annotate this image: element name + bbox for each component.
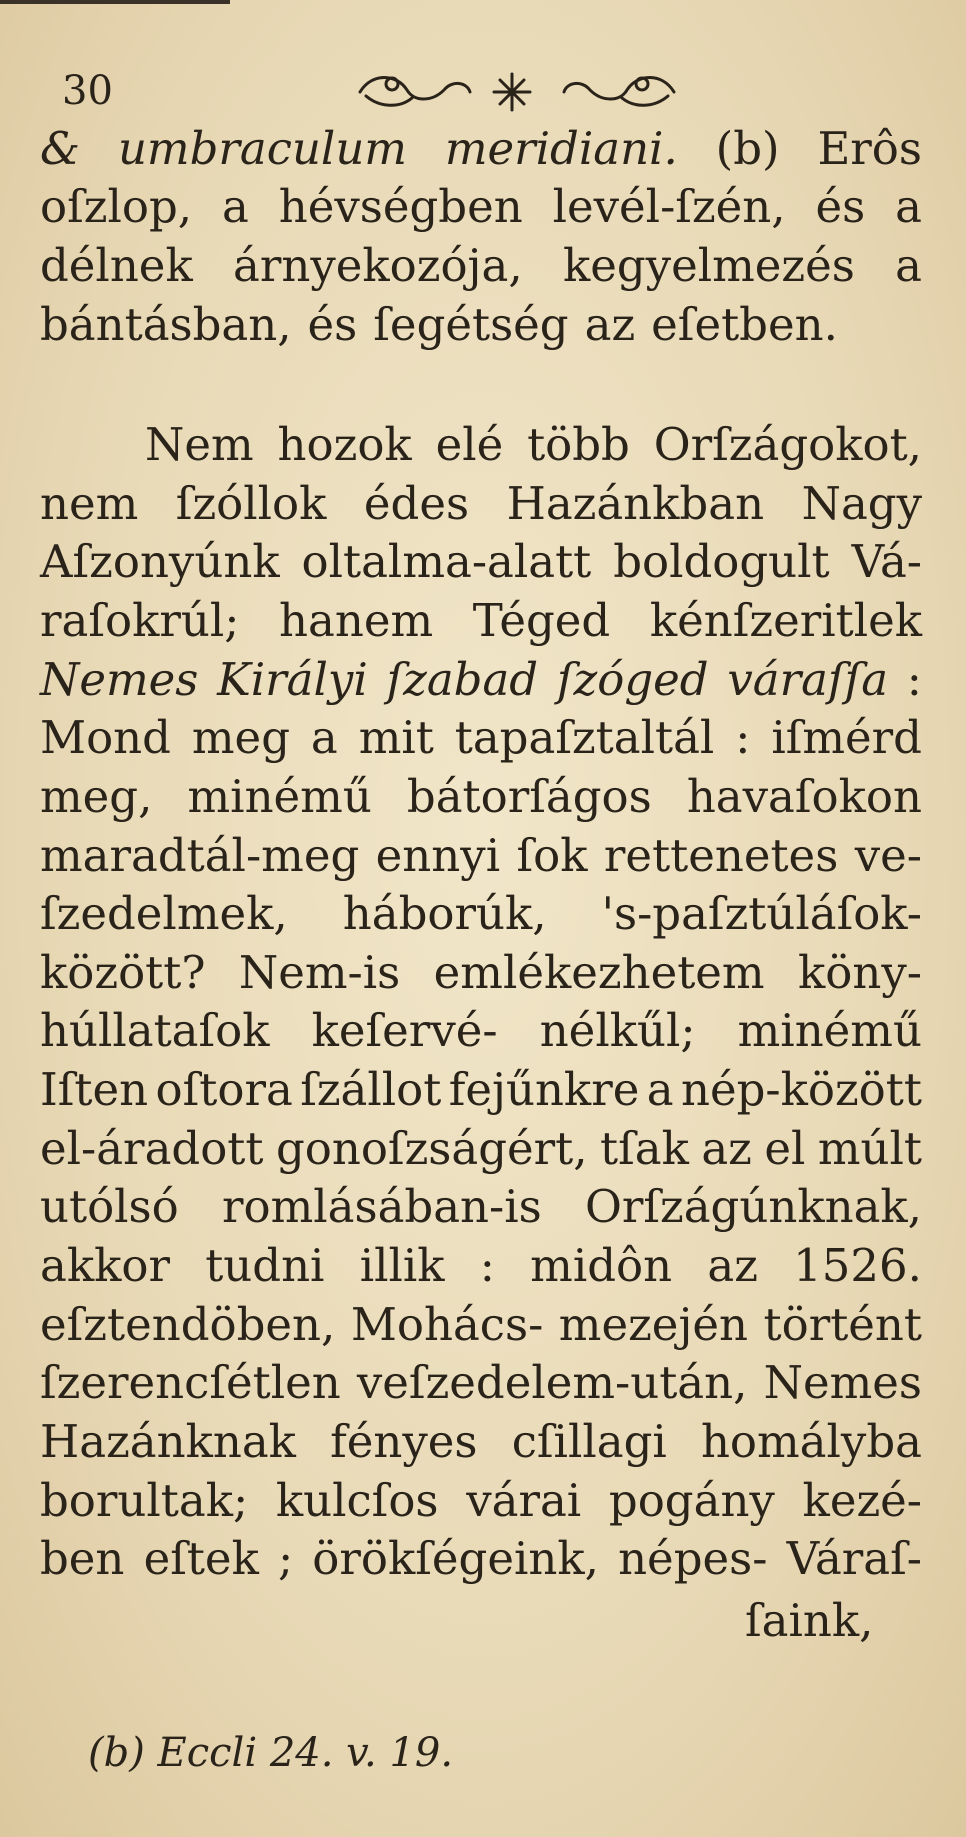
word: homályba bbox=[700, 1415, 922, 1468]
word: Orſzágúnknak, bbox=[584, 1180, 922, 1233]
word: gonoſzságért, bbox=[275, 1122, 588, 1175]
word: több bbox=[527, 418, 630, 471]
word: iſmérd bbox=[771, 711, 922, 764]
word: történt bbox=[763, 1298, 922, 1351]
text-line bbox=[40, 533, 922, 592]
word: 1526. bbox=[793, 1239, 922, 1292]
word: tſak bbox=[600, 1122, 689, 1175]
word: múlt bbox=[817, 1122, 922, 1175]
text-line bbox=[40, 475, 922, 534]
word: meg bbox=[191, 711, 290, 764]
word: között? bbox=[40, 946, 206, 999]
word: ſzállot bbox=[300, 1063, 442, 1116]
decorative-ornament-icon bbox=[352, 62, 682, 120]
word: húllataſok bbox=[40, 1004, 270, 1057]
word: rettenetes bbox=[603, 829, 839, 882]
word: bántásban, bbox=[40, 298, 292, 351]
word: hozok bbox=[277, 418, 412, 471]
text-line bbox=[40, 1237, 922, 1296]
word: raſokrúl; bbox=[40, 594, 240, 647]
page-header bbox=[62, 58, 902, 128]
text-line bbox=[40, 885, 922, 944]
word: fényes bbox=[330, 1415, 478, 1468]
text-line bbox=[40, 296, 922, 355]
footnote: (b) Eccli 24. v. 19. bbox=[88, 1730, 454, 1776]
text-line bbox=[40, 651, 922, 710]
text-line bbox=[40, 178, 922, 237]
word: Királyi bbox=[217, 653, 368, 706]
word: eſtek bbox=[143, 1532, 259, 1585]
page-number: 30 bbox=[62, 68, 113, 114]
word: Orſzágokot, bbox=[653, 418, 922, 471]
word: el-áradott bbox=[40, 1122, 264, 1175]
word: népes- bbox=[618, 1532, 768, 1585]
text-line bbox=[40, 1061, 922, 1120]
word: a bbox=[310, 711, 338, 764]
word: kulcſos bbox=[275, 1474, 439, 1527]
word: & bbox=[40, 122, 81, 175]
word: a bbox=[895, 239, 922, 292]
word: Aſzonyúnk bbox=[40, 535, 280, 588]
word: fejűnkre bbox=[448, 1063, 640, 1116]
word: ſegétség bbox=[373, 298, 569, 351]
word: minémű bbox=[187, 770, 372, 823]
word: Nagy bbox=[801, 477, 922, 530]
text-line bbox=[40, 944, 922, 1003]
word: a bbox=[646, 1063, 674, 1116]
word: eſetben. bbox=[651, 298, 838, 351]
word: Mohács- bbox=[350, 1298, 544, 1351]
word: 's-paſztúláſok- bbox=[601, 887, 922, 940]
word: ennyi bbox=[375, 829, 501, 882]
word: várai bbox=[466, 1474, 582, 1527]
word: boldogult bbox=[613, 535, 830, 588]
word: és bbox=[815, 180, 866, 233]
word: meridiani. bbox=[444, 122, 678, 175]
word: Nem bbox=[145, 418, 254, 471]
word: romlásában-is bbox=[221, 1180, 542, 1233]
word: : bbox=[735, 711, 751, 764]
word: oſtora bbox=[155, 1063, 293, 1116]
word: oſzlop, bbox=[40, 180, 193, 233]
text-line bbox=[145, 416, 922, 475]
word: eſztendöben, bbox=[40, 1298, 336, 1351]
text-line bbox=[40, 1178, 922, 1237]
word: Téged bbox=[472, 594, 611, 647]
word: utólsó bbox=[40, 1180, 179, 1233]
word: akkor bbox=[40, 1239, 170, 1292]
word: maradtál-meg bbox=[40, 829, 360, 882]
text-line bbox=[745, 1592, 922, 1651]
text-line bbox=[40, 120, 922, 179]
word: édes bbox=[363, 477, 470, 530]
word: mit bbox=[358, 711, 434, 764]
word: Mond bbox=[40, 711, 171, 764]
text-line bbox=[40, 1296, 922, 1355]
word: : bbox=[479, 1239, 495, 1292]
word: midôn bbox=[530, 1239, 673, 1292]
word: hévségben bbox=[278, 180, 523, 233]
word: ; bbox=[277, 1532, 294, 1585]
text-line bbox=[40, 1530, 922, 1589]
page-edge-mark bbox=[0, 0, 230, 4]
word: havaſokon bbox=[686, 770, 922, 823]
word: keſervé- bbox=[311, 1004, 498, 1057]
word: Vá- bbox=[851, 535, 922, 588]
word: örökſégeink, bbox=[312, 1532, 599, 1585]
word: Nemes bbox=[40, 653, 199, 706]
text-line bbox=[40, 1002, 922, 1061]
word: ſzedelmek, bbox=[40, 887, 288, 940]
word: az bbox=[584, 298, 636, 351]
word: Erôs bbox=[817, 122, 922, 175]
word: oltalma-alatt bbox=[301, 535, 592, 588]
word: az bbox=[707, 1239, 758, 1292]
word: és bbox=[307, 298, 358, 351]
word: tapaſztaltál bbox=[454, 711, 715, 764]
text-line bbox=[40, 237, 922, 296]
word: pogány bbox=[608, 1474, 775, 1527]
word: elé bbox=[435, 418, 504, 471]
word: délnek bbox=[40, 239, 193, 292]
word: a bbox=[221, 180, 249, 233]
word: borultak; bbox=[40, 1474, 249, 1527]
word: Iſten bbox=[40, 1063, 149, 1116]
word: illik bbox=[359, 1239, 445, 1292]
word: kegyelmezés bbox=[562, 239, 855, 292]
word: Nem-is bbox=[238, 946, 401, 999]
text-line bbox=[40, 1354, 922, 1413]
text-line bbox=[40, 827, 922, 886]
text-line bbox=[40, 768, 922, 827]
word: az bbox=[701, 1122, 752, 1175]
word: Hazánknak bbox=[40, 1415, 296, 1468]
word: minémű bbox=[737, 1004, 922, 1057]
word: el bbox=[764, 1122, 806, 1175]
word: cſillagi bbox=[511, 1415, 667, 1468]
word: emlékezhetem bbox=[433, 946, 765, 999]
word: kénſzeritlek bbox=[649, 594, 922, 647]
word: meg, bbox=[40, 770, 153, 823]
word: a bbox=[895, 180, 922, 233]
word: ſzabad bbox=[386, 653, 539, 706]
text-line bbox=[40, 592, 922, 651]
word: bátorſágos bbox=[406, 770, 652, 823]
word: umbraculum bbox=[117, 122, 407, 175]
word: nem bbox=[40, 477, 139, 530]
word: köny- bbox=[798, 946, 922, 999]
word: ben bbox=[40, 1532, 125, 1585]
word: ſok bbox=[516, 829, 588, 882]
text-line bbox=[40, 1413, 922, 1472]
word: (b) bbox=[715, 122, 780, 175]
word: ve- bbox=[854, 829, 922, 882]
text-line bbox=[40, 1120, 922, 1179]
word: ſzerencſétlen bbox=[40, 1356, 341, 1409]
text-line bbox=[40, 709, 922, 768]
word: nélkűl; bbox=[539, 1004, 696, 1057]
word: ſzóllok bbox=[175, 477, 327, 530]
word: : bbox=[906, 653, 922, 706]
word: levél-ſzén, bbox=[552, 180, 786, 233]
word: tudni bbox=[205, 1239, 325, 1292]
word: ſzóged bbox=[556, 653, 709, 706]
word: váraſſa bbox=[727, 653, 889, 706]
word: mezején bbox=[558, 1298, 749, 1351]
word: veſzedelem-után, bbox=[356, 1356, 748, 1409]
word: háborúk, bbox=[342, 887, 547, 940]
word: Hazánkban bbox=[506, 477, 765, 530]
text-line bbox=[40, 1472, 922, 1531]
word: árnyekozója, bbox=[233, 239, 523, 292]
word: Nemes bbox=[763, 1356, 922, 1409]
word: hanem bbox=[279, 594, 434, 647]
word: Váraſ- bbox=[786, 1532, 922, 1585]
word: nép-között bbox=[680, 1063, 922, 1116]
word: kezé- bbox=[802, 1474, 922, 1527]
word: ſaink, bbox=[745, 1594, 874, 1647]
